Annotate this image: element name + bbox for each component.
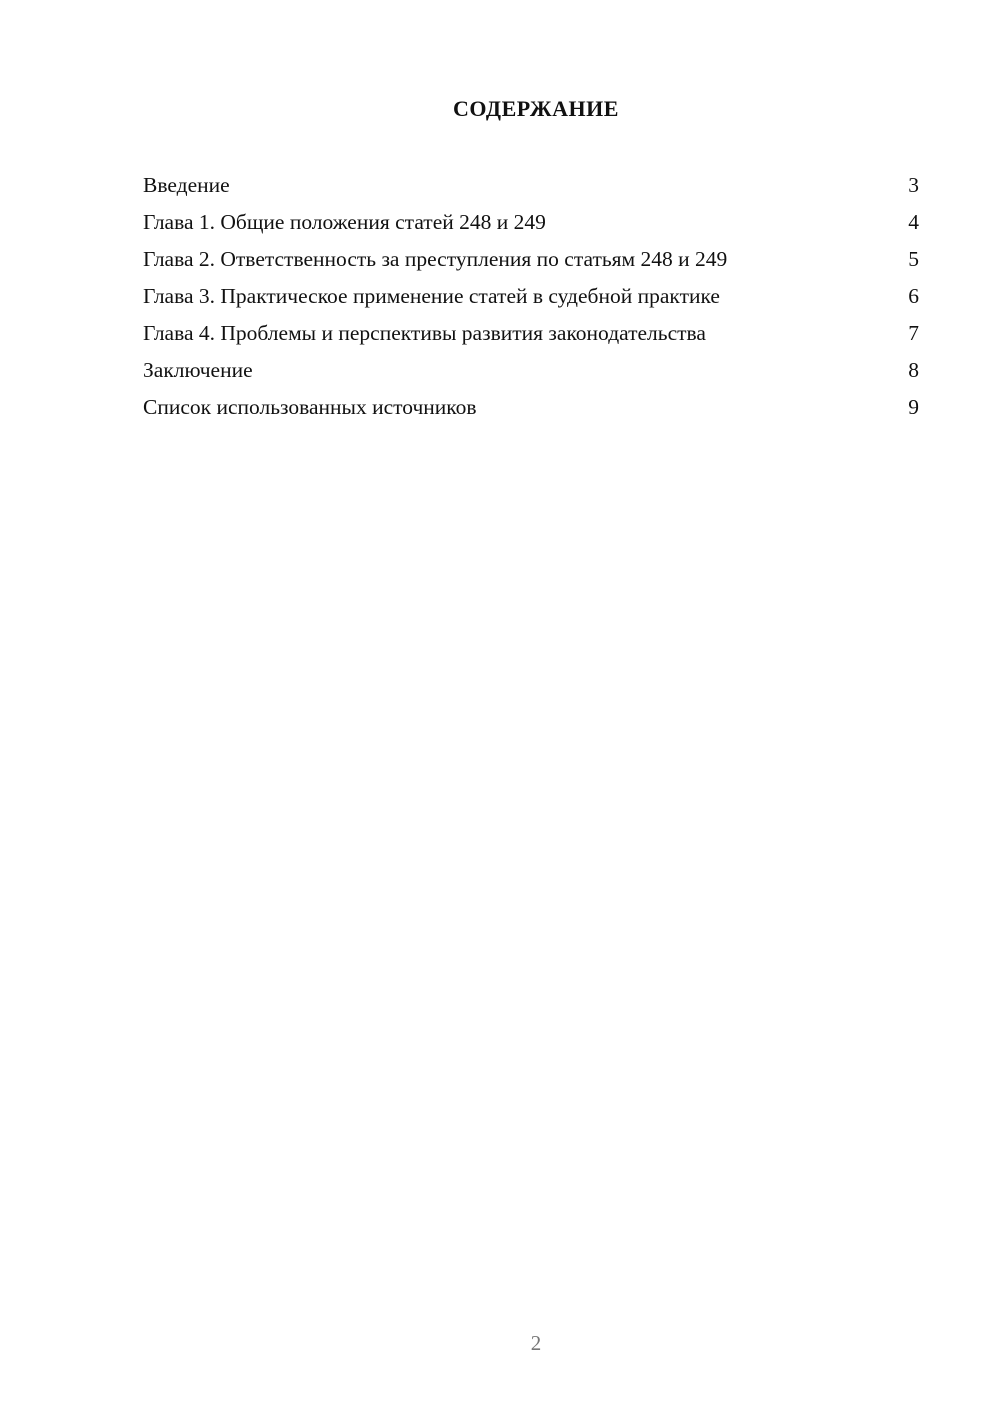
toc-entry-page: 5: [908, 247, 919, 271]
toc-entry-label: Глава 3. Практическое применение статей в судебной практике: [143, 284, 720, 308]
toc-entry-page: 4: [908, 210, 919, 234]
page-title: СОДЕРЖАНИЕ: [453, 96, 619, 121]
table-of-contents: [143, 168, 919, 427]
toc-entry: [143, 205, 919, 242]
toc-entry-label: Глава 4. Проблемы и перспективы развития законодательства: [143, 321, 706, 345]
toc-entry: [143, 168, 919, 205]
toc-entry-label: Глава 2. Ответственность за преступления по статьям 248 и 249: [143, 247, 728, 271]
toc-entry-page: 9: [908, 395, 919, 419]
toc-entry-label: Введение: [143, 173, 230, 197]
toc-entry-page: 3: [908, 173, 919, 197]
toc-entry-page: 7: [908, 321, 919, 345]
toc-entry-label: Список использованных источников: [143, 395, 477, 419]
toc-entry-label: Глава 1. Общие положения статей 248 и 249: [143, 210, 546, 234]
toc-entry: [143, 390, 919, 427]
toc-entry: [143, 353, 919, 390]
toc-entry-label: Заключение: [143, 358, 253, 382]
toc-entry: [143, 242, 919, 279]
toc-entry: [143, 279, 919, 316]
page-number: 2: [530, 1331, 542, 1355]
toc-entry-page: 8: [908, 358, 919, 382]
toc-entry-page: 6: [908, 284, 919, 308]
toc-entry: [143, 316, 919, 353]
